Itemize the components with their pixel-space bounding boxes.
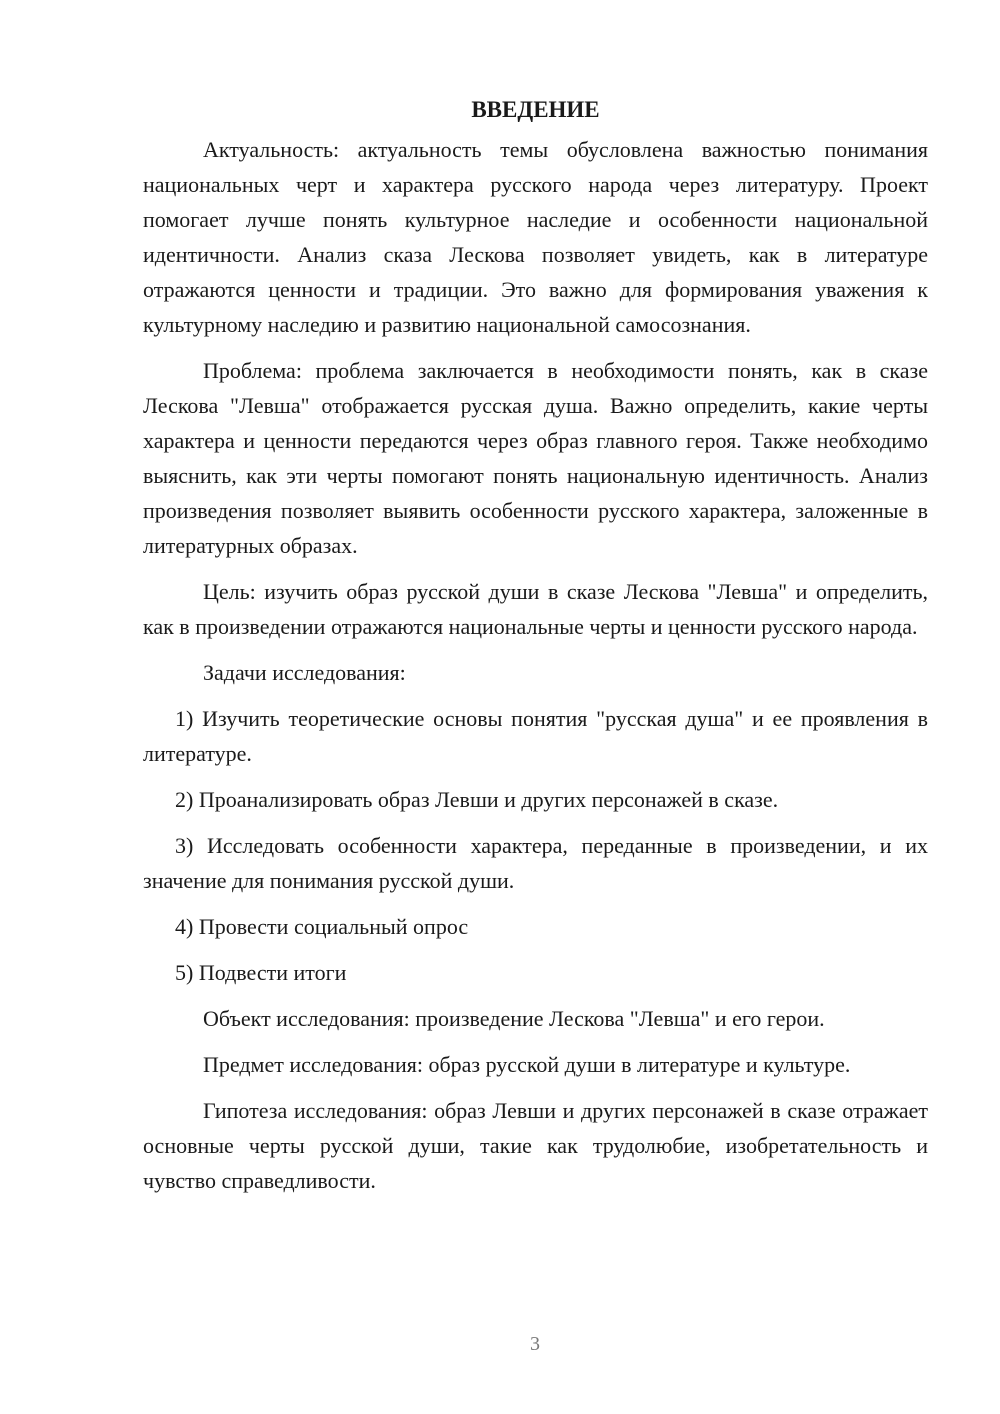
tasks-heading: Задачи исследования:: [203, 660, 406, 685]
paragraph-goal: Цель: изучить образ русской души в сказе Лескова "Левша" и определить, как в произведении отражаются национальные черты и ценности русского народа.: [143, 579, 928, 639]
task-item-3: 3) Исследовать особенности характера, переданные в произведении, и их значение для понимания русской души.: [143, 833, 928, 893]
paragraph-problem: Проблема: проблема заключается в необходимости понять, как в сказе Лескова "Левша" отображается русская душа. Важно определить, какие черты характера и ценности передаются через образ главного героя. Также необходимо выяснить, как эти черты помогают понять национальную идентичность. Анализ произведения позволяет выявить особенности русского характера, заложенные в литературных образах.: [143, 358, 928, 558]
paragraph-hypothesis: Гипотеза исследования: образ Левши и других персонажей в сказе отражает основные черты русской души, такие как трудолюбие, изобретательность и чувство справедливости.: [143, 1098, 928, 1193]
section-title: ВВЕДЕНИЕ: [471, 97, 600, 122]
task-item-1: 1) Изучить теоретические основы понятия "русская душа" и ее проявления в литературе.: [143, 706, 928, 766]
paragraph-object: Объект исследования: произведение Лескова "Левша" и его герои.: [203, 1006, 825, 1031]
paragraph-relevance: Актуальность: актуальность темы обусловлена важностью понимания национальных черт и характера русского народа через литературу. Проект помогает лучше понять культурное наследие и особенности национальной идентичности. Анализ сказа Лескова позволяет увидеть, как в литературе отражаются ценности и традиции. Это важно для формирования уважения к культурному наследию и развитию национальной самосознания.: [143, 137, 928, 337]
task-item-4: 4) Провести социальный опрос: [175, 914, 469, 939]
paragraph-subject: Предмет исследования: образ русской души в литературе и культуре.: [203, 1052, 851, 1077]
task-item-2: 2) Проанализировать образ Левши и других персонажей в сказе.: [175, 787, 779, 812]
document-page: [143, 88, 928, 1209]
page-number: 3: [530, 1333, 540, 1355]
task-item-5: 5) Подвести итоги: [175, 960, 347, 985]
